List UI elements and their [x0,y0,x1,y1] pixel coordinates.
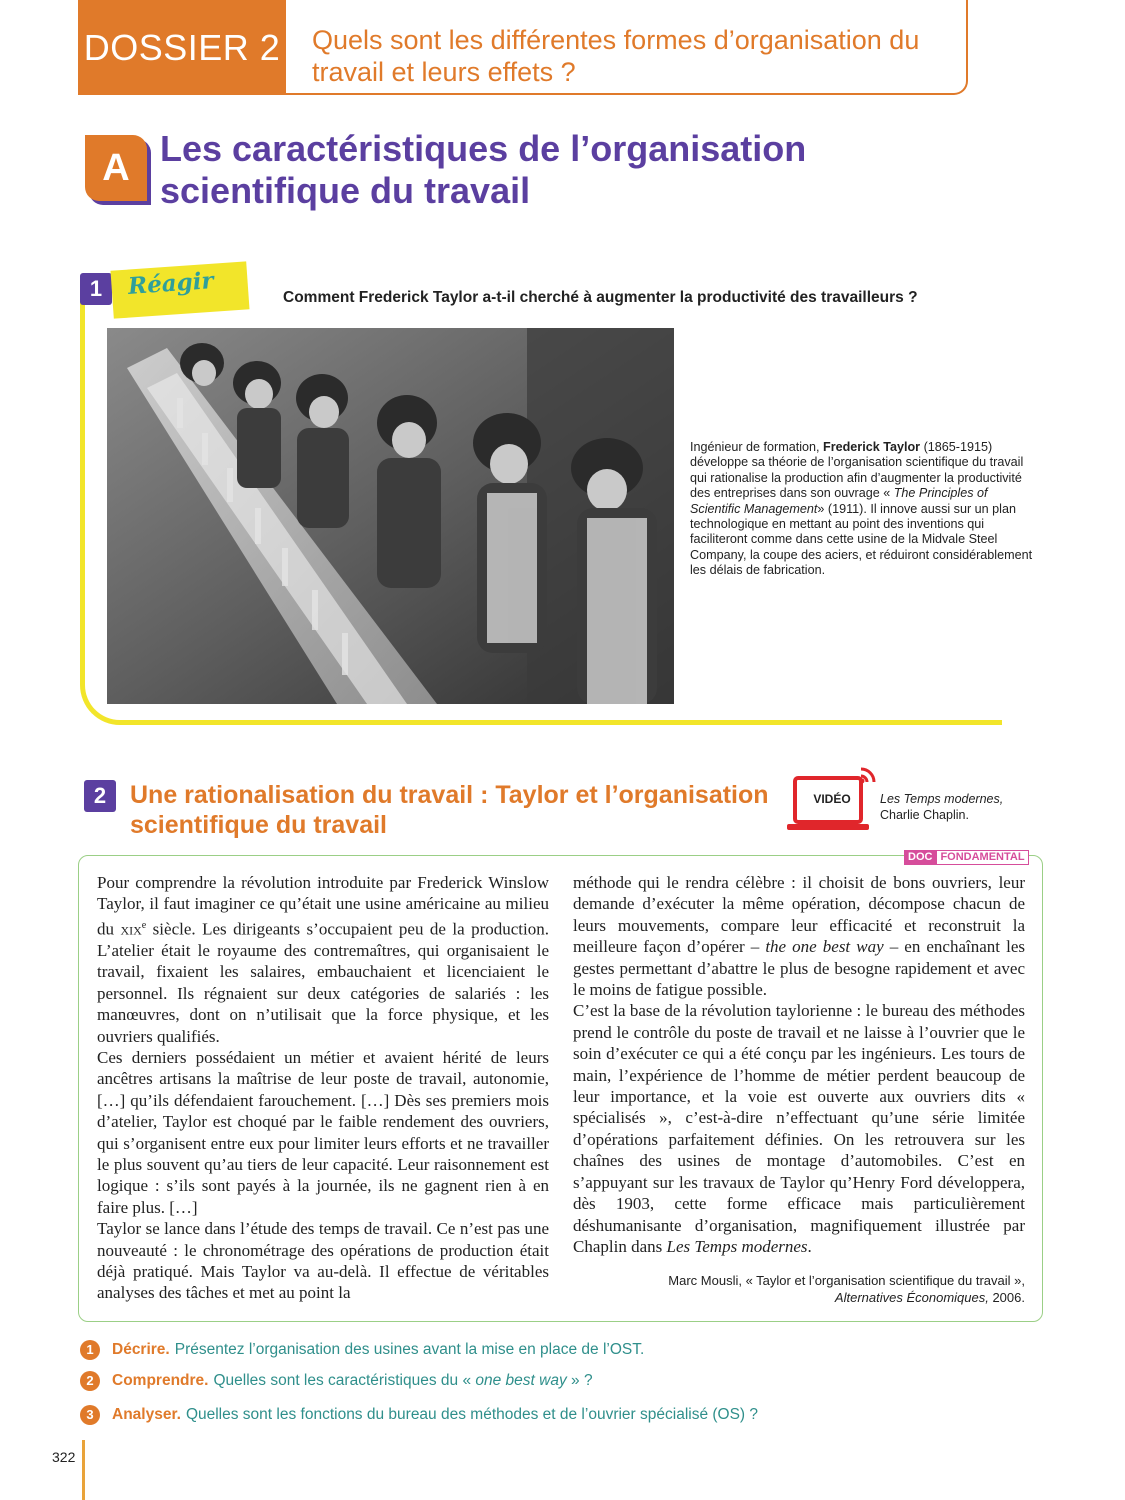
doc-fondamental-badge: DOC FONDAMENTAL [904,850,1029,865]
doc1-question: Comment Frederick Taylor a-t-il cherché à augmenter la productivité des travailleurs ? [283,289,918,306]
page-number: 322 [52,1449,76,1465]
photo-caption: Ingénieur de formation, Frederick Taylor (1865-1915) développe sa théorie de l’organisation scientifique du travail qui rationalise la production afin d’augmenter la productivité des entreprises dans son ouvrage « The Principles of Scientific Management» (1911). Il innove aussi sur un plan technologique en mettant au point des inventions qui faciliteront comme dans cette usine de la Midvale Steel Company, la coupe des aciers, et réduiront considérablement les délais de fabrication. [690,440,1033,578]
article-source: Marc Mousli, « Taylor et l’organisation scientifique du travail », Alternatives Économiques, 2006. [668,1273,1025,1305]
doc1-number-badge: 1 [80,273,112,305]
doc2-title: Une rationalisation du travail : Taylor et l’organisation scientifique du travail [130,781,769,839]
question-number: 2 [80,1371,100,1391]
page-margin-bar [82,1440,85,1500]
video-label: VIDÉO [813,792,851,806]
question-number: 1 [80,1340,100,1360]
video-caption: Les Temps modernes, Charlie Chaplin. [880,792,1004,822]
article-column-right: méthode qui le rendra célèbre : il choisit de bons ouvriers, leur demande d’exécuter la même opération, décompose chacun de leurs mouvements, compare leur efficacité et reconstruit la meilleure façon d’opérer – the one best way – en enchaînant les gestes permettant d’abattre le plus de besogne rapidement et avec le moins de fatigue possible. C’est la base de la révolution taylorienne : le bureau des méthodes prend le contrôle du poste de travail et ne laisse à l’ouvrier que le soin d’exécuter ce qui a été conçu par les ingénieurs. Les tours de main, l’expérience de l’homme de métier perdent beaucoup de leur importance, et la voie est ouverte aux ouvriers dits « spécialisés », c’est-à-dire n’effectuant qu’une série limitée d’opérations parfaitement définies. On les retrouvera sur les chaînes des usines de montage d’automobiles. C’est en s’appuyant sur les travaux de Taylor qu’Henry Ford développera, dès 1903, cette forme efficace mais particulièrement déshumanisante d’organisation, magnifiquement illustrée par Chaplin dans Les Temps modernes. [573,873,1025,1256]
doc2-number-badge: 2 [84,780,116,812]
factory-workers-photo [107,328,674,704]
question-3: 3 Analyser. Quelles sont les fonctions du bureau des méthodes et de l’ouvrier spécialisé (OS) ? [80,1405,758,1425]
question-1: 1 Décrire. Présentez l’organisation des usines avant la mise en place de l’OST. [80,1340,644,1360]
reagir-label: Réagir [127,267,215,300]
section-title: Les caractéristiques de l’organisation scientifique du travail [160,128,807,211]
dossier-question: Quels sont les différentes formes d’organisation du travail et leurs effets ? [312,25,920,87]
section-letter-badge: A [85,135,147,201]
article-column-left: Pour comprendre la révolution introduite par Frederick Winslow Taylor, il faut imaginer ce qu’était une usine américaine au milieu du xix$^e$ siècle. Les dirigeants s’occupaient peu de la production. L’atelier était le royaume des contremaîtres, qui organisaient le travail, fixaient les salaires, embauchaient et licenciaient le personnel. Ils régnaient sur deux catégories de salariés : les manœuvres, dont on n’utilisait que la force physique, et les ouvriers qualifiés. Ces derniers possédaient un métier et avaient hérité de leurs ancêtres artisans la maîtrise de leur poste de travail, autonomie, […] qu’ils défendaient farouchement. […] Dès ses premiers mois d’atelier, Taylor est choqué par le faible rendement des ouvriers, qui s’organisent entre eux pour limiter leurs efforts et ne travailler le plus souvent qu’au tiers de leur capacité. Leur raisonnement est logique : s’ils sont payés à la journée, ils ne gagnent rien à en faire plus. […] Taylor se lance dans l’étude des temps de travail. Ce n’est pas une nouveauté : le chronométrage des opérations de production était déjà pratiqué. Mais Taylor va au-delà. Il effectue de véritables analyses des tâches et met au point la [97,873,550,1303]
dossier-label: DOSSIER 2 [78,0,286,95]
question-2: 2 Comprendre. Quelles sont les caractéristiques du « one best way » ? [80,1371,593,1391]
question-number: 3 [80,1405,100,1425]
